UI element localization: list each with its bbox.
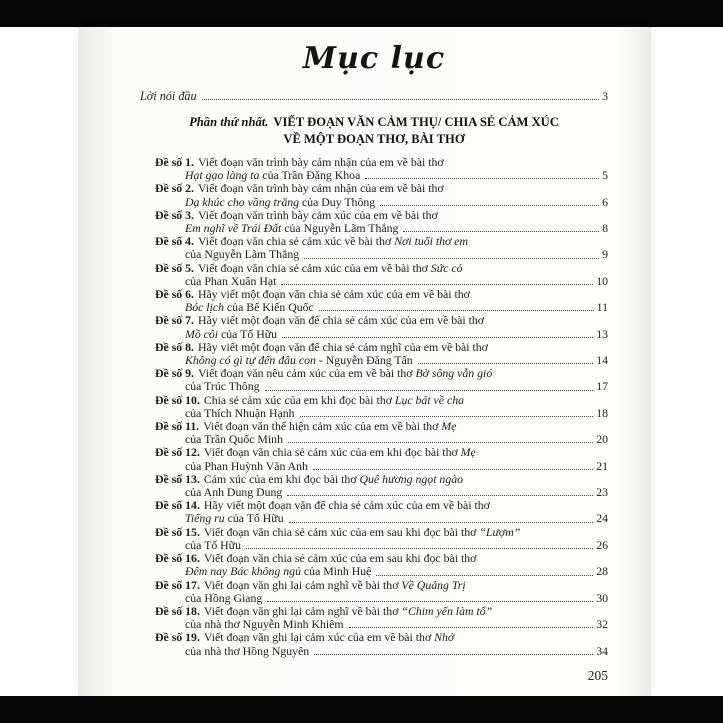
folio-number: 205 xyxy=(587,668,608,683)
entry-label: Đề số 2. xyxy=(155,181,194,196)
entry-text: của Phan Huỳnh Văn Anh xyxy=(185,458,308,473)
entry-text: Viết đoạn văn chia sẻ cảm xúc của em sau khi đọc bài thơ xyxy=(203,551,477,566)
entry-text: của Tố Hữu xyxy=(218,326,278,341)
entry-text: của Thích Nhuận Hạnh xyxy=(185,405,295,420)
entry-page-number: 30 xyxy=(596,590,608,605)
entry-text: của Trúc Thông xyxy=(185,379,260,394)
poem-title: Lục bát về cha xyxy=(394,392,465,407)
entry-text: Hãy viết một đoạn văn để chia sẻ cảm nghĩ của em về bài thơ xyxy=(198,339,488,354)
toc-entry xyxy=(140,473,608,499)
toc-entry xyxy=(140,420,608,446)
entry-text: Hãy viết một đoạn văn để chia sẻ cảm xúc của em về bài thơ xyxy=(198,313,484,328)
entry-text: của nhà thơ Hồng Nguyên xyxy=(185,643,310,658)
dots-leader xyxy=(313,469,593,470)
entry-text: của Trần Quốc Minh xyxy=(185,432,283,447)
entry-text: của Anh Dung Dung xyxy=(185,485,283,500)
poem-title: Tiếng ru xyxy=(185,511,225,526)
entry-line1 xyxy=(140,394,608,407)
entry-page-number: 10 xyxy=(596,273,608,288)
part-title-line1: VIẾT ĐOẠN VĂN CẢM THỤ/ CHIA SẺ CẢM XÚC xyxy=(273,115,559,129)
dots-leader xyxy=(267,601,593,602)
entry-text: của Nguyễn Lãm Thắng xyxy=(281,221,399,236)
poem-title: Nhớ xyxy=(434,630,455,645)
entry-page-number: 13 xyxy=(596,326,608,341)
entry-page-number: 9 xyxy=(602,247,608,262)
entry-text: của Bế Kiến Quốc xyxy=(223,300,314,315)
entry-text: của Duy Thông xyxy=(299,194,376,209)
toc-entry xyxy=(140,446,608,472)
entry-page-number: 28 xyxy=(596,564,608,579)
entry-text: Viết đoạn văn trình bày cảm nhận của em về bài thơ xyxy=(198,155,444,169)
preface-page-number: 3 xyxy=(602,89,608,103)
dots-leader xyxy=(365,178,599,179)
entry-page-number: 5 xyxy=(602,168,608,183)
poem-title: Bóc lịch xyxy=(185,300,224,315)
poem-title: Hạt gạo làng ta xyxy=(185,168,260,183)
dots-leader xyxy=(376,575,593,576)
dots-leader xyxy=(281,284,593,285)
entry-page-number: 8 xyxy=(602,221,608,236)
entry-text: của Trần Đăng Khoa xyxy=(259,168,361,183)
toc-entry xyxy=(140,156,608,182)
poem-title: Bờ sông vẫn gió xyxy=(415,366,493,381)
entry-page-number: 18 xyxy=(596,405,608,420)
entry-label: Đề số 7. xyxy=(155,313,194,328)
entry-label: Đề số 13. xyxy=(155,471,200,486)
entry-text: của nhà thơ Nguyễn Minh Khiêm xyxy=(185,617,344,632)
dots-leader xyxy=(319,310,594,311)
dots-leader xyxy=(287,495,593,496)
dots-leader xyxy=(289,522,594,523)
poem-title: Mẹ xyxy=(460,445,476,460)
part-title-line2: VỀ MỘT ĐOẠN THƠ, BÀI THƠ xyxy=(283,132,465,146)
toc-entry xyxy=(140,314,608,340)
entry-text: Hãy viết một đoạn văn chia sẻ cảm xúc của em về bài thơ xyxy=(198,287,470,302)
part-heading-line1 xyxy=(140,114,608,131)
entry-line1 xyxy=(140,446,608,459)
bottom-black-bar xyxy=(0,696,723,723)
toc-entry xyxy=(140,552,608,578)
entry-text: Viết đoạn văn chia sẻ cảm xúc về bài thơ xyxy=(198,234,395,249)
dots-leader xyxy=(403,231,599,232)
entry-page-number: 34 xyxy=(596,643,608,658)
entry-text: Cảm xúc của em khi đọc bài thơ xyxy=(203,471,360,486)
dots-leader xyxy=(304,258,599,259)
toc-entry xyxy=(140,235,608,261)
entry-label: Đề số 17. xyxy=(155,577,200,592)
entry-line1 xyxy=(140,579,608,592)
entry-page-number: 32 xyxy=(596,617,608,632)
entry-page-number: 26 xyxy=(596,537,608,552)
poem-title: Quê hương ngọt ngào xyxy=(359,471,464,486)
entry-line2 xyxy=(140,645,608,658)
entry-text: Chia sẻ cảm xúc của em khi đọc bài thơ xyxy=(203,392,395,407)
part-label: Phần thứ nhất. xyxy=(189,115,269,129)
entry-text: của Minh Huệ xyxy=(300,564,372,579)
entry-page-number: 6 xyxy=(602,194,608,209)
entry-text: của Nguyễn Lãm Thắng xyxy=(185,247,300,262)
toc-entry xyxy=(140,209,608,235)
poem-title: Mẹ xyxy=(441,419,457,434)
preface-label: Lời nói đầu xyxy=(140,89,197,103)
toc-entry xyxy=(140,262,608,288)
entry-text: Viết đoạn văn nêu cảm xúc của em về bài thơ xyxy=(198,366,416,381)
entry-label: Đề số 4. xyxy=(155,234,194,249)
entry-text: của Tố Hữu xyxy=(224,511,284,526)
entry-label: Đề số 16. xyxy=(155,551,200,566)
entry-text: Hãy viết một đoạn văn để chia sẻ cảm xúc của em về bài thơ xyxy=(203,498,490,513)
poem-title: Nơi tuổi thơ em xyxy=(394,234,469,249)
toc-entry xyxy=(140,605,608,631)
entry-label: Đề số 6. xyxy=(155,287,194,302)
preface-row xyxy=(140,89,608,103)
toc-entry xyxy=(140,341,608,367)
entry-label: Đề số 15. xyxy=(155,524,200,539)
entry-text: Viết đoạn văn ghi lại cảm xúc của em về bài thơ xyxy=(203,630,435,645)
entry-text: Viết đoạn văn ghi lại cảm nghĩ về bài thơ xyxy=(203,603,402,618)
dots-leader xyxy=(265,390,594,391)
entry-page-number: 14 xyxy=(596,353,608,368)
entry-label: Đề số 8. xyxy=(155,339,194,354)
poem-title: Em nghĩ về Trái Đất xyxy=(185,221,282,236)
dots-leader xyxy=(314,654,593,655)
entry-label: Đề số 1. xyxy=(155,155,194,169)
dots-leader xyxy=(288,442,593,443)
toc-entry xyxy=(140,288,608,314)
entry-label: Đề số 19. xyxy=(155,630,200,645)
dots-leader xyxy=(300,416,594,417)
poem-title: Sức cỏ xyxy=(430,260,463,275)
entry-line1 xyxy=(140,526,608,539)
entry-text: của Hồng Giang xyxy=(185,590,263,605)
entry-line1 xyxy=(140,262,608,275)
entry-text: của Tố Hữu xyxy=(185,537,241,552)
toc-entry xyxy=(140,579,608,605)
poem-title: “Lượm” xyxy=(479,524,521,539)
poem-title: Về Quảng Trị xyxy=(401,577,466,592)
entry-text: Viết đoạn văn chia sẻ cảm xúc của em sau khi đọc bài thơ xyxy=(203,524,480,539)
entry-page-number: 17 xyxy=(596,379,608,394)
entry-text: Viết đoạn văn trình bày cảm xúc của em về bài thơ xyxy=(198,207,438,222)
entry-label: Đề số 5. xyxy=(155,260,194,275)
page-title: Mục lục xyxy=(302,41,446,76)
poem-title: Đêm nay Bác không ngủ xyxy=(185,564,301,579)
entry-label: Đề số 3. xyxy=(155,207,194,222)
top-black-bar xyxy=(0,0,723,27)
entry-text: Viết đoạn văn chia sẻ cảm xúc của em khi đọc bài thơ xyxy=(203,445,461,460)
entry-text: Viết đoạn văn trình bày cảm nhận của em về bài thơ xyxy=(198,181,444,196)
entry-line1 xyxy=(140,182,608,195)
entry-text: của Phan Xuân Hạt xyxy=(185,273,277,288)
part-heading xyxy=(140,114,608,148)
entry-page-number: 20 xyxy=(596,432,608,447)
dots-leader xyxy=(282,337,593,338)
entry-text: Viết đoạn văn ghi lại cảm nghĩ về bài thơ xyxy=(203,577,402,592)
entry-line1 xyxy=(140,631,608,644)
toc-entry xyxy=(140,526,608,552)
poem-title: Mồ côi xyxy=(185,326,219,341)
dots-leader xyxy=(349,627,594,628)
dots-leader xyxy=(202,99,599,100)
entry-line1 xyxy=(140,314,608,327)
toc-entry xyxy=(140,182,608,208)
entry-label: Đề số 11. xyxy=(155,419,200,434)
entry-page-number: 24 xyxy=(596,511,608,526)
entry-label: Đề số 10. xyxy=(155,392,200,407)
entry-page-number: 23 xyxy=(596,485,608,500)
dots-leader xyxy=(380,205,599,206)
toc-entries xyxy=(140,156,608,658)
poem-title: Dạ khúc cho vầng trăng xyxy=(185,194,300,209)
toc-content xyxy=(140,27,608,658)
entry-text: Viết đoạn văn thể hiện cảm xúc của em về bài thơ xyxy=(203,419,442,434)
entry-page-number: 11 xyxy=(596,300,608,315)
dots-leader xyxy=(246,548,593,549)
poem-title: “Chim yến làm tổ” xyxy=(401,603,493,618)
toc-entry xyxy=(140,631,608,657)
poem-title: Không có gì tự đến đâu con xyxy=(185,353,316,368)
entry-text: Viết đoạn văn chia sẻ cảm xúc của em về bài thơ xyxy=(198,260,431,275)
entry-label: Đề số 12. xyxy=(155,445,200,460)
toc-entry xyxy=(140,367,608,393)
entry-page-number: 21 xyxy=(596,458,608,473)
toc-entry xyxy=(140,499,608,525)
toc-entry xyxy=(140,394,608,420)
dots-leader xyxy=(418,363,593,364)
entry-label: Đề số 9. xyxy=(155,366,194,381)
entry-text: - Nguyễn Đăng Tấn xyxy=(315,353,413,368)
entry-label: Đề số 14. xyxy=(155,498,200,513)
entry-label: Đề số 18. xyxy=(155,603,200,618)
